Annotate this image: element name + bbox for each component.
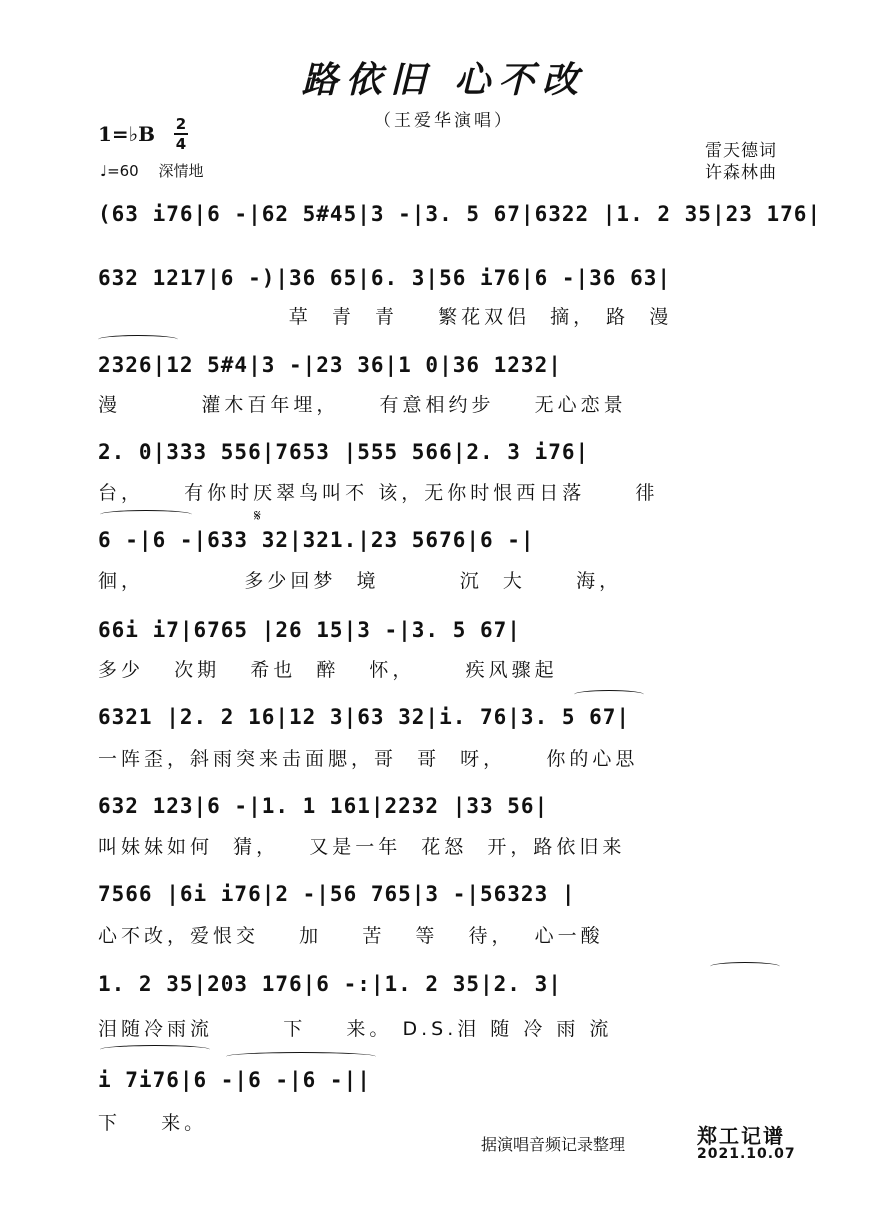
slur [710, 962, 780, 971]
music-system-5 [98, 520, 808, 560]
lyric-line: 叫妹妹如何 猜， 又是一年 花怒 开，路依旧来 [98, 836, 626, 858]
singer-subtitle: （王爱华演唱） [374, 111, 514, 131]
slur [100, 510, 192, 519]
notation-line: 1. 2 35|203 176|6 -:|1. 2 35|2. 3| [98, 972, 562, 996]
slur [226, 1052, 376, 1061]
lyric-line: 漫 灌木百年埋， 有意相约步 无心恋景 [98, 394, 627, 416]
music-system-4 [98, 432, 808, 472]
music-system-9 [98, 874, 808, 914]
lyric-line: 泪随冷雨流 下 来。 D.S.泪 随 冷 雨 流 [98, 1018, 613, 1040]
slur [98, 335, 178, 344]
music-system-11 [98, 1060, 808, 1100]
notation-line: (63 i76|6 -|62 5#45|3 -|3. 5 67|6322 |1. 2 35|23 176| [98, 202, 822, 226]
transcription-date: 2021.10.07 [697, 1146, 796, 1162]
notation-line: 66i i7|6765 |26 15|3 -|3. 5 67| [98, 618, 521, 642]
notation-line: 6 -|6 -|633 32|321.|23 5676|6 -| [98, 528, 535, 552]
music-system-8 [98, 786, 808, 826]
time-signature [172, 116, 190, 152]
segno-sign: 𝄋 [254, 506, 261, 525]
lyricist-credit: 雷天德词 [705, 141, 777, 161]
notation-line: 7566 |6i i76|2 -|56 765|3 -|56323 | [98, 882, 576, 906]
lyric-line: 台， 有你时厌翠鸟叫不 该，无你时恨西日落 徘 [98, 482, 659, 504]
music-system-2 [98, 258, 808, 298]
time-signature-top: 2 [175, 115, 187, 133]
notation-line: 2326|12 5#4|3 -|23 36|1 0|36 1232| [98, 353, 562, 377]
composer-credit: 许森林曲 [705, 163, 777, 183]
notation-line: 632 123|6 -|1. 1 161|2232 |33 56| [98, 794, 549, 818]
notation-line: 2. 0|333 556|7653 |555 566|2. 3 i76| [98, 440, 590, 464]
transcriber-stamp: 郑工记谱 [697, 1124, 785, 1148]
notation-line: 6321 |2. 2 16|12 3|63 32|i. 76|3. 5 67| [98, 705, 631, 729]
music-system-7 [98, 697, 808, 737]
lyric-line: 一阵歪，斜雨突来击面腮，哥 哥 呀， 你的心思 [98, 748, 639, 770]
transcription-note: 据演唱音频记录整理 [481, 1135, 626, 1154]
lyric-line: 下 来。 [98, 1112, 208, 1134]
music-system-10 [98, 964, 808, 1004]
slur [574, 690, 644, 699]
music-system-3 [98, 345, 808, 385]
lyric-line: 草 青 青 繁花双侣 摘， 路 漫 [98, 306, 673, 328]
time-signature-bottom: 4 [175, 135, 187, 153]
lyric-line: 徊， 多少回梦 境 沉 大 海， [98, 570, 623, 592]
song-title: 路依旧 心不改 [301, 59, 587, 101]
tempo-marking: ♩=60 深情地 [100, 162, 204, 180]
music-system-6 [98, 610, 808, 650]
music-system-1 [98, 194, 822, 234]
lyric-line: 多少 次期 希也 醉 怀， 疾风骤起 [98, 659, 558, 681]
slur [100, 1045, 210, 1054]
notation-line: 632 1217|6 -)|36 65|6. 3|56 i76|6 -|36 63| [98, 266, 672, 290]
lyric-line: 心不改，爱恨交 加 苦 等 待， 心一酸 [98, 925, 604, 947]
notation-line: i 7i76|6 -|6 -|6 -|| [98, 1068, 371, 1092]
key-signature: 1=♭B [98, 122, 156, 146]
